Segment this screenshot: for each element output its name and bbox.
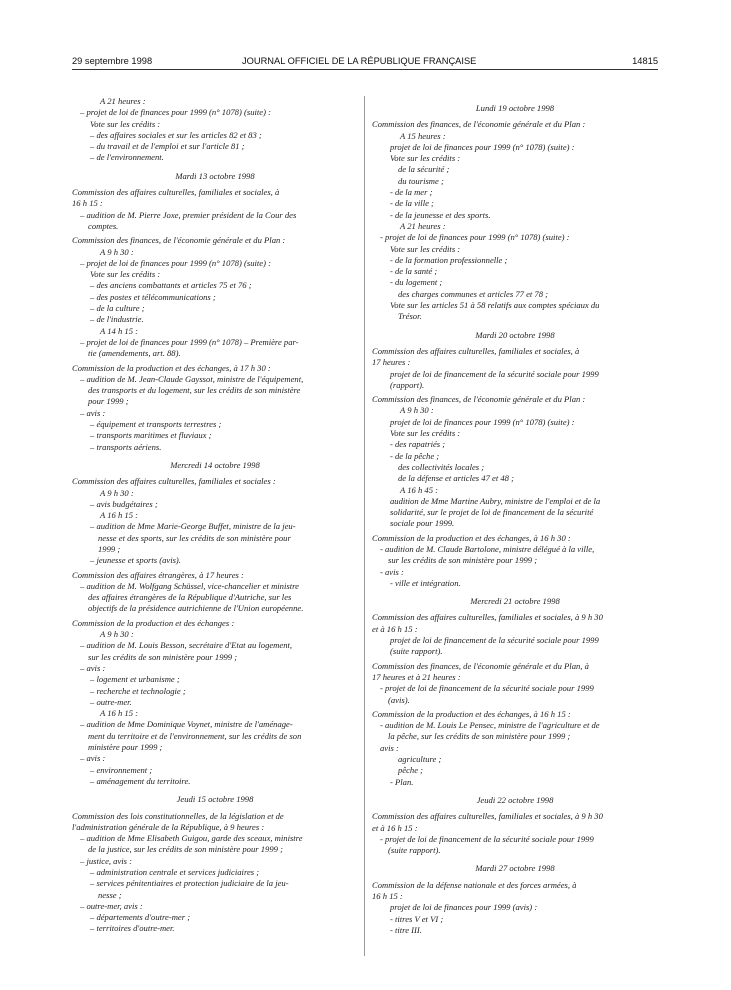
agenda-line: 17 heures : [372, 357, 411, 368]
agenda-line: A 21 heures : [100, 96, 146, 106]
agenda-line: nesse ; [98, 889, 122, 900]
agenda-line: – territoires d'outre-mer. [90, 923, 175, 934]
agenda-line: – services pénitentiaires et protection judiciaire de la jeu- [90, 878, 289, 889]
section-heading: Lundi 19 octobre 1998 [475, 103, 555, 113]
agenda-line: - du logement ; [390, 277, 443, 288]
agenda-line: agriculture ; [398, 754, 442, 765]
agenda-line: – de la culture ; [90, 303, 145, 314]
agenda-line: projet de loi de financement de la sécurité sociale pour 1999 [390, 368, 599, 379]
agenda-line: - de la formation professionnelle ; [390, 254, 508, 265]
agenda-line: – jeunesse et sports (avis). [90, 555, 181, 566]
agenda-line: pêche ; [398, 765, 424, 776]
agenda-line: - ville et intégration. [390, 577, 461, 588]
agenda-line: Vote sur les crédits : [390, 153, 461, 164]
agenda-line: – justice, avis : [80, 855, 133, 866]
agenda-line: A 9 h 30 : [100, 629, 134, 640]
committee-entry: Commission des finances, de l'économie générale et du Plan, à [372, 660, 589, 671]
agenda-line: la pêche, sur les crédits de son ministère pour 1999 ; [388, 731, 571, 742]
agenda-line: – audition de Mme Elisabeth Guigou, garde des sceaux, ministre [80, 833, 303, 844]
agenda-line: nesse et des sports, sur les crédits de son ministère pour [98, 532, 291, 543]
agenda-line: 17 heures et à 21 heures : [372, 671, 461, 682]
agenda-line: – des affaires sociales et sur les articles 82 et 83 ; [90, 129, 262, 140]
agenda-line: Vote sur les crédits : [90, 118, 161, 129]
agenda-line: – audition de Mme Marie-George Buffet, ministre de la jeu- [90, 521, 296, 532]
agenda-line: – projet de loi de finances pour 1999 (n° 1078) (suite) : [80, 107, 271, 118]
agenda-line: l'administration générale de la République, à 9 heures : [72, 821, 265, 832]
agenda-line: tie (amendements, art. 88). [88, 348, 181, 359]
agenda-line: – aménagement du territoire. [90, 775, 191, 786]
agenda-line: – du travail et de l'emploi et sur l'article 81 ; [90, 141, 245, 152]
agenda-line: audition de Mme Martine Aubry, ministre de l'emploi et de la [390, 495, 601, 506]
agenda-line: - audition de M. Louis Le Pensec, ministre de l'agriculture et de [380, 720, 600, 731]
agenda-line: A 9 h 30 : [100, 246, 134, 257]
agenda-line: de la justice, sur les crédits de son ministère pour 1999 ; [88, 844, 283, 855]
agenda-line: du tourisme ; [398, 175, 444, 186]
agenda-line: - de la ville ; [390, 198, 434, 209]
committee-entry: Commission de la production et des échanges, à 17 h 30 : [72, 362, 271, 373]
agenda-line: – audition de Mme Dominique Voynet, ministre de l'aménage- [80, 719, 293, 730]
agenda-line: des affaires étrangères de la République d'Autriche, sur les [88, 592, 292, 603]
agenda-line: – de l'industrie. [90, 314, 144, 325]
agenda-line: sur les crédits de son ministère pour 1999 ; [88, 651, 238, 662]
committee-entry: Commission de la défense nationale et des forces armées, à [372, 879, 577, 890]
section-heading: Jeudi 22 octobre 1998 [476, 794, 554, 805]
agenda-line: 1999 ; [98, 543, 121, 554]
agenda-line: – outre-mer, avis : [80, 900, 143, 911]
agenda-line: Vote sur les crédits : [90, 269, 161, 280]
agenda-line: Trésor. [398, 311, 422, 322]
agenda-line: Vote sur les crédits : [390, 243, 461, 254]
agenda-line: Vote sur les crédits : [390, 428, 461, 439]
agenda-line: - de la jeunesse et des sports. [390, 209, 491, 220]
committee-entry: Commission de la production et des échanges, à 16 h 30 : [372, 532, 571, 543]
committee-entry: Commission des finances, de l'économie générale et du Plan : [372, 394, 586, 405]
section-heading: Mardi 27 octobre 1998 [475, 863, 555, 874]
section-heading: Mardi 20 octobre 1998 [475, 329, 555, 340]
agenda-line: - titre III. [390, 924, 422, 935]
agenda-line: - des rapatriés ; [390, 439, 446, 450]
agenda-line: – des postes et télécommunications ; [90, 291, 216, 302]
agenda-line: – avis : [80, 407, 106, 418]
agenda-line: - projet de loi de finances pour 1999 (n° 1078) (suite) : [380, 232, 570, 243]
header-date: 29 septembre 1998 [72, 56, 153, 66]
agenda-line: et à 16 h 15 : [372, 822, 418, 833]
agenda-line: - de la pêche ; [390, 450, 440, 461]
agenda-line: – avis : [80, 662, 106, 673]
agenda-line: 16 h 15 : [372, 891, 403, 901]
agenda-line: – projet de loi de finances pour 1999 (n° 1078) (suite) : [80, 257, 271, 268]
committee-entry: Commission de la production et des échanges : [72, 617, 235, 628]
agenda-line: - audition de M. Claude Bartolone, ministre délégué à la ville, [380, 543, 595, 554]
committee-entry: Commission des affaires culturelles, familiales et sociales : [72, 476, 276, 487]
agenda-line: – environnement ; [90, 764, 153, 775]
agenda-line: – audition de M. Louis Besson, secrétaire d'Etat au logement, [80, 640, 293, 651]
committee-entry: Commission des affaires culturelles, familiales et sociales, à 9 h 30 [372, 612, 603, 623]
committee-entry: Commission des finances, de l'économie générale et du Plan : [72, 235, 286, 246]
agenda-line: – transports aériens. [90, 441, 162, 452]
agenda-line: pour 1999 ; [88, 396, 129, 407]
agenda-line: A 15 heures : [400, 130, 446, 141]
agenda-line: – administration centrale et services judiciaires ; [90, 867, 260, 877]
agenda-line: projet de loi de finances pour 1999 (avis) : [390, 902, 538, 913]
agenda-line: A 9 h 30 : [400, 405, 434, 416]
agenda-line: – recherche et technologie ; [90, 685, 186, 696]
header-rule [72, 69, 658, 70]
committee-entry: Commission des affaires étrangères, à 17 heures : [72, 569, 244, 580]
agenda-line: solidarité, sur le projet de loi de financement de la sécurité [390, 507, 594, 518]
agenda-line: A 16 h 15 : [100, 510, 139, 521]
agenda-line: A 21 heures : [400, 220, 446, 231]
agenda-line: - Plan. [390, 776, 414, 787]
committee-entry: Commission des affaires culturelles, familiales et sociales, à [372, 345, 580, 356]
committee-entry: Commission des lois constitutionnelles, de la législation et de [72, 810, 284, 821]
agenda-line: A 16 h 15 : [100, 708, 139, 719]
agenda-line: – des anciens combattants et articles 75 et 76 ; [90, 280, 252, 291]
agenda-line: A 16 h 45 : [400, 484, 439, 495]
column-divider [364, 96, 365, 956]
section-heading: Jeudi 15 octobre 1998 [176, 794, 254, 805]
right-column [372, 96, 658, 936]
committee-entry: Commission des affaires culturelles, familiales et sociales, à [72, 187, 280, 198]
agenda-line: sur les crédits de son ministère pour 1999 ; [388, 555, 538, 566]
agenda-line: projet de loi de financement de la sécurité sociale pour 1999 [390, 635, 599, 646]
agenda-line: – audition de M. Jean-Claude Gayssot, ministre de l'équipement, [80, 373, 304, 384]
agenda-line: ministère pour 1999 ; [88, 742, 163, 753]
agenda-line: - titres V et VI ; [390, 913, 444, 924]
agenda-line: Vote sur les articles 51 à 58 relatifs aux comptes spéciaux du [390, 300, 600, 311]
committee-entry: Commission des affaires culturelles, familiales et sociales, à 9 h 30 [372, 811, 603, 822]
committee-entry: Commission des finances, de l'économie générale et du Plan : [372, 119, 586, 130]
agenda-line: de la sécurité ; [398, 164, 450, 175]
agenda-line: - de la santé ; [390, 266, 438, 277]
agenda-line: - projet de loi de financement de la sécurité sociale pour 1999 [380, 833, 594, 844]
agenda-line: comptes. [88, 220, 119, 231]
header-page-number: 14815 [632, 56, 658, 66]
header-journal-title: JOURNAL OFFICIEL DE LA RÉPUBLIQUE FRANÇAISE [242, 56, 477, 66]
agenda-line: et à 16 h 15 : [372, 623, 418, 634]
agenda-line: des charges communes et articles 77 et 78 ; [398, 288, 549, 299]
agenda-line: - de la mer ; [390, 187, 433, 198]
agenda-line: (suite rapport). [388, 845, 441, 856]
section-heading: Mercredi 21 octobre 1998 [470, 596, 560, 607]
agenda-line: sociale pour 1999. [390, 518, 455, 529]
agenda-line: – audition de M. Wolfgang Schüssel, vice-chancelier et ministre [80, 580, 299, 591]
agenda-line: projet de loi de finances pour 1999 (n° 1078) (suite) : [390, 416, 575, 427]
agenda-line: de la défense et articles 47 et 48 ; [398, 473, 514, 484]
agenda-line: - avis : [380, 566, 404, 577]
agenda-line: – logement et urbanisme ; [90, 674, 180, 685]
left-column [72, 96, 358, 935]
agenda-line: – équipement et transports terrestres ; [90, 419, 222, 430]
agenda-line: 16 h 15 : [72, 198, 103, 209]
agenda-line: – avis budgétaires ; [90, 498, 158, 509]
agenda-line: (avis). [388, 694, 410, 705]
agenda-line: projet de loi de finances pour 1999 (n° 1078) (suite) : [390, 141, 575, 152]
agenda-line: des transports et du logement, sur les crédits de son ministère [88, 385, 301, 396]
agenda-line: (rapport). [390, 379, 425, 390]
agenda-line: A 14 h 15 : [100, 325, 139, 336]
section-heading: Mardi 13 octobre 1998 [175, 170, 255, 181]
agenda-line: – avis : [80, 753, 106, 764]
agenda-line: – départements d'outre-mer ; [90, 912, 191, 923]
agenda-line: ment du territoire et de l'environnement, sur les crédits de son [88, 730, 302, 741]
agenda-line: – de l'environnement. [90, 152, 164, 163]
agenda-line: A 9 h 30 : [100, 487, 134, 498]
agenda-line: (suite rapport). [390, 646, 443, 657]
agenda-line: avis : [380, 742, 399, 753]
agenda-line: – outre-mer. [90, 696, 132, 707]
agenda-line: – projet de loi de finances pour 1999 (n° 1078) – Première par- [80, 336, 299, 347]
section-heading: Mercredi 14 octobre 1998 [170, 459, 260, 470]
committee-entry: Commission de la production et des échanges, à 16 h 15 : [372, 708, 571, 719]
agenda-line: objectifs de la présidence autrichienne de l'Union européenne. [88, 603, 304, 614]
agenda-line: - projet de loi de financement de la sécurité sociale pour 1999 [380, 683, 594, 694]
agenda-line: – transports maritimes et fluviaux ; [90, 430, 212, 441]
agenda-line: des collectivités locales ; [398, 461, 485, 472]
agenda-line: – audition de M. Pierre Joxe, premier président de la Cour des [80, 209, 297, 220]
